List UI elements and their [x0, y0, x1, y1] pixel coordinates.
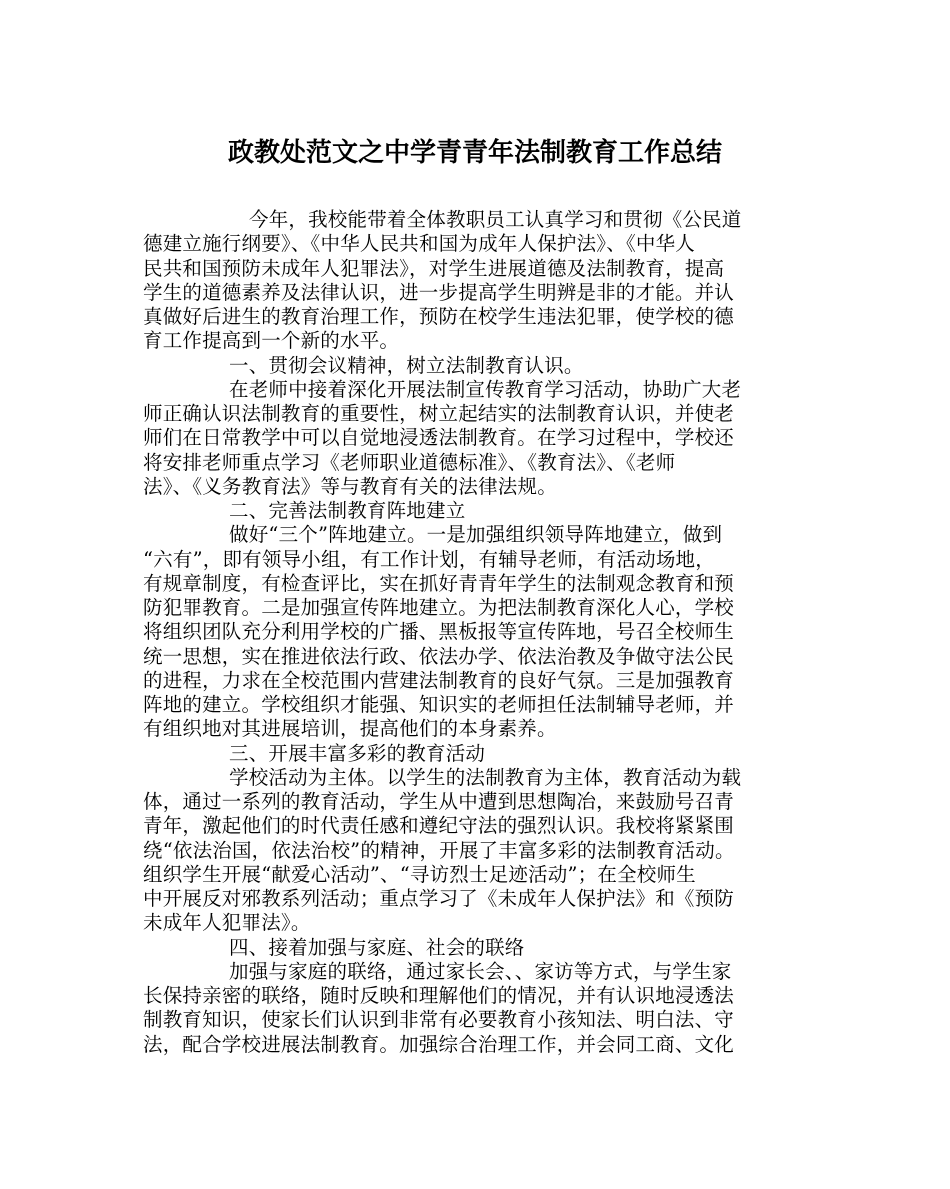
body-line: 未成年人犯罪法》。	[143, 911, 311, 935]
body-line: 加强与家庭的联络，通过家长会、、家访等方式，与学生家	[229, 959, 732, 983]
body-line: 统一思想，实在推进依法行政、依法办学、依法治教及争做守法公民	[143, 644, 735, 668]
body-line: 学校活动为主体。以学生的法制教育为主体，教育活动为载	[229, 765, 742, 789]
body-line: 的进程，力求在全校范围内营建法制教育的良好气氛。三是加强教育	[143, 668, 735, 692]
body-line: 今年，我校能带着全体教职员工认真学习和贯彻《公民道	[249, 208, 742, 231]
body-line: 青年，激起他们的时代责任感和遵纪守法的强烈认识。我校将紧紧围	[143, 814, 735, 838]
body-line: 中开展反对邪教系列活动；重点学习了《未成年人保护法》和《预防	[143, 887, 735, 910]
body-line: “六有”，即有领导小组，有工作计划，有辅导老师，有活动场地，	[143, 547, 715, 571]
body-line: 制教育知识，使家长们认识到非常有必要教育小孩知法、明白法、守	[143, 1008, 735, 1032]
body-line: 将组织团队充分利用学校的广播、黑板报等宣传阵地，号召全校师生	[143, 620, 735, 644]
body-line: 体，通过一系列的教育活动，学生从中遭到思想陶冶，来鼓励号召青	[143, 790, 735, 813]
body-line: 长保持亲密的联络，随时反映和理解他们的情况，并有认识地浸透法	[143, 984, 735, 1007]
body-line: 组织学生开展“献爱心活动”、“寻访烈士足迹活动”；在全校师生	[143, 862, 696, 886]
body-line: 师们在日常教学中可以自觉地浸透法制教育。在学习过程中，学校还	[143, 426, 735, 450]
document-body	[143, 208, 833, 1057]
body-line: 防犯罪教育。二是加强宣传阵地建立。为把法制教育深化人心，学校	[143, 596, 735, 619]
body-line: 绕“依法治国，依法治校”的精神，开展了丰富多彩的法制教育活动。	[143, 838, 735, 862]
body-line: 做好“三个”阵地建立。一是加强组织领导阵地建立，做到	[229, 523, 723, 547]
section-heading: 四、接着加强与家庭、社会的联络	[229, 935, 525, 959]
body-line: 法，配合学校进展法制教育。加强综合治理工作，并会同工商、文化	[143, 1032, 735, 1056]
document-title: 政教处范文之中学青青年法制教育工作总结	[227, 138, 722, 168]
body-line: 有规章制度，有检查评比，实在抓好青青年学生的法制观念教育和预	[143, 571, 735, 595]
body-line: 民共和国预防未成年人犯罪法》，对学生进展道德及法制教育，提高	[143, 256, 725, 280]
section-heading: 一、贯彻会议精神，树立法制教育认识。	[229, 353, 584, 377]
body-line: 学生的道德素养及法律认识，进一步提高学生明辨是非的才能。并认	[143, 280, 735, 304]
body-line: 法》、《义务教育法》等与教育有关的法律法规。	[143, 474, 557, 498]
body-line: 将安排老师重点学习《老师职业道德标准》、《教育法》、《老师	[143, 450, 676, 474]
body-line: 阵地的建立。学校组织才能强、知识实的老师担任法制辅导老师，并	[143, 693, 735, 716]
body-line: 育工作提高到一个新的水平。	[143, 329, 400, 353]
body-line: 真做好后进生的教育治理工作，预防在校学生违法犯罪，使学校的德	[143, 305, 735, 328]
body-line: 德建立施行纲要》、《中华人民共和国为成年人保护法》、《中华人	[143, 232, 696, 256]
body-line: 师正确认识法制教育的重要性，树立起结实的法制教育认识，并使老	[143, 402, 735, 425]
section-heading: 三、开展丰富多彩的教育活动	[229, 741, 486, 765]
section-heading: 二、完善法制教育阵地建立	[229, 499, 466, 522]
body-line: 在老师中接着深化开展法制宣传教育学习活动，协助广大老	[229, 377, 742, 401]
body-line: 有组织地对其进展培训，提高他们的本身素养。	[143, 717, 557, 741]
